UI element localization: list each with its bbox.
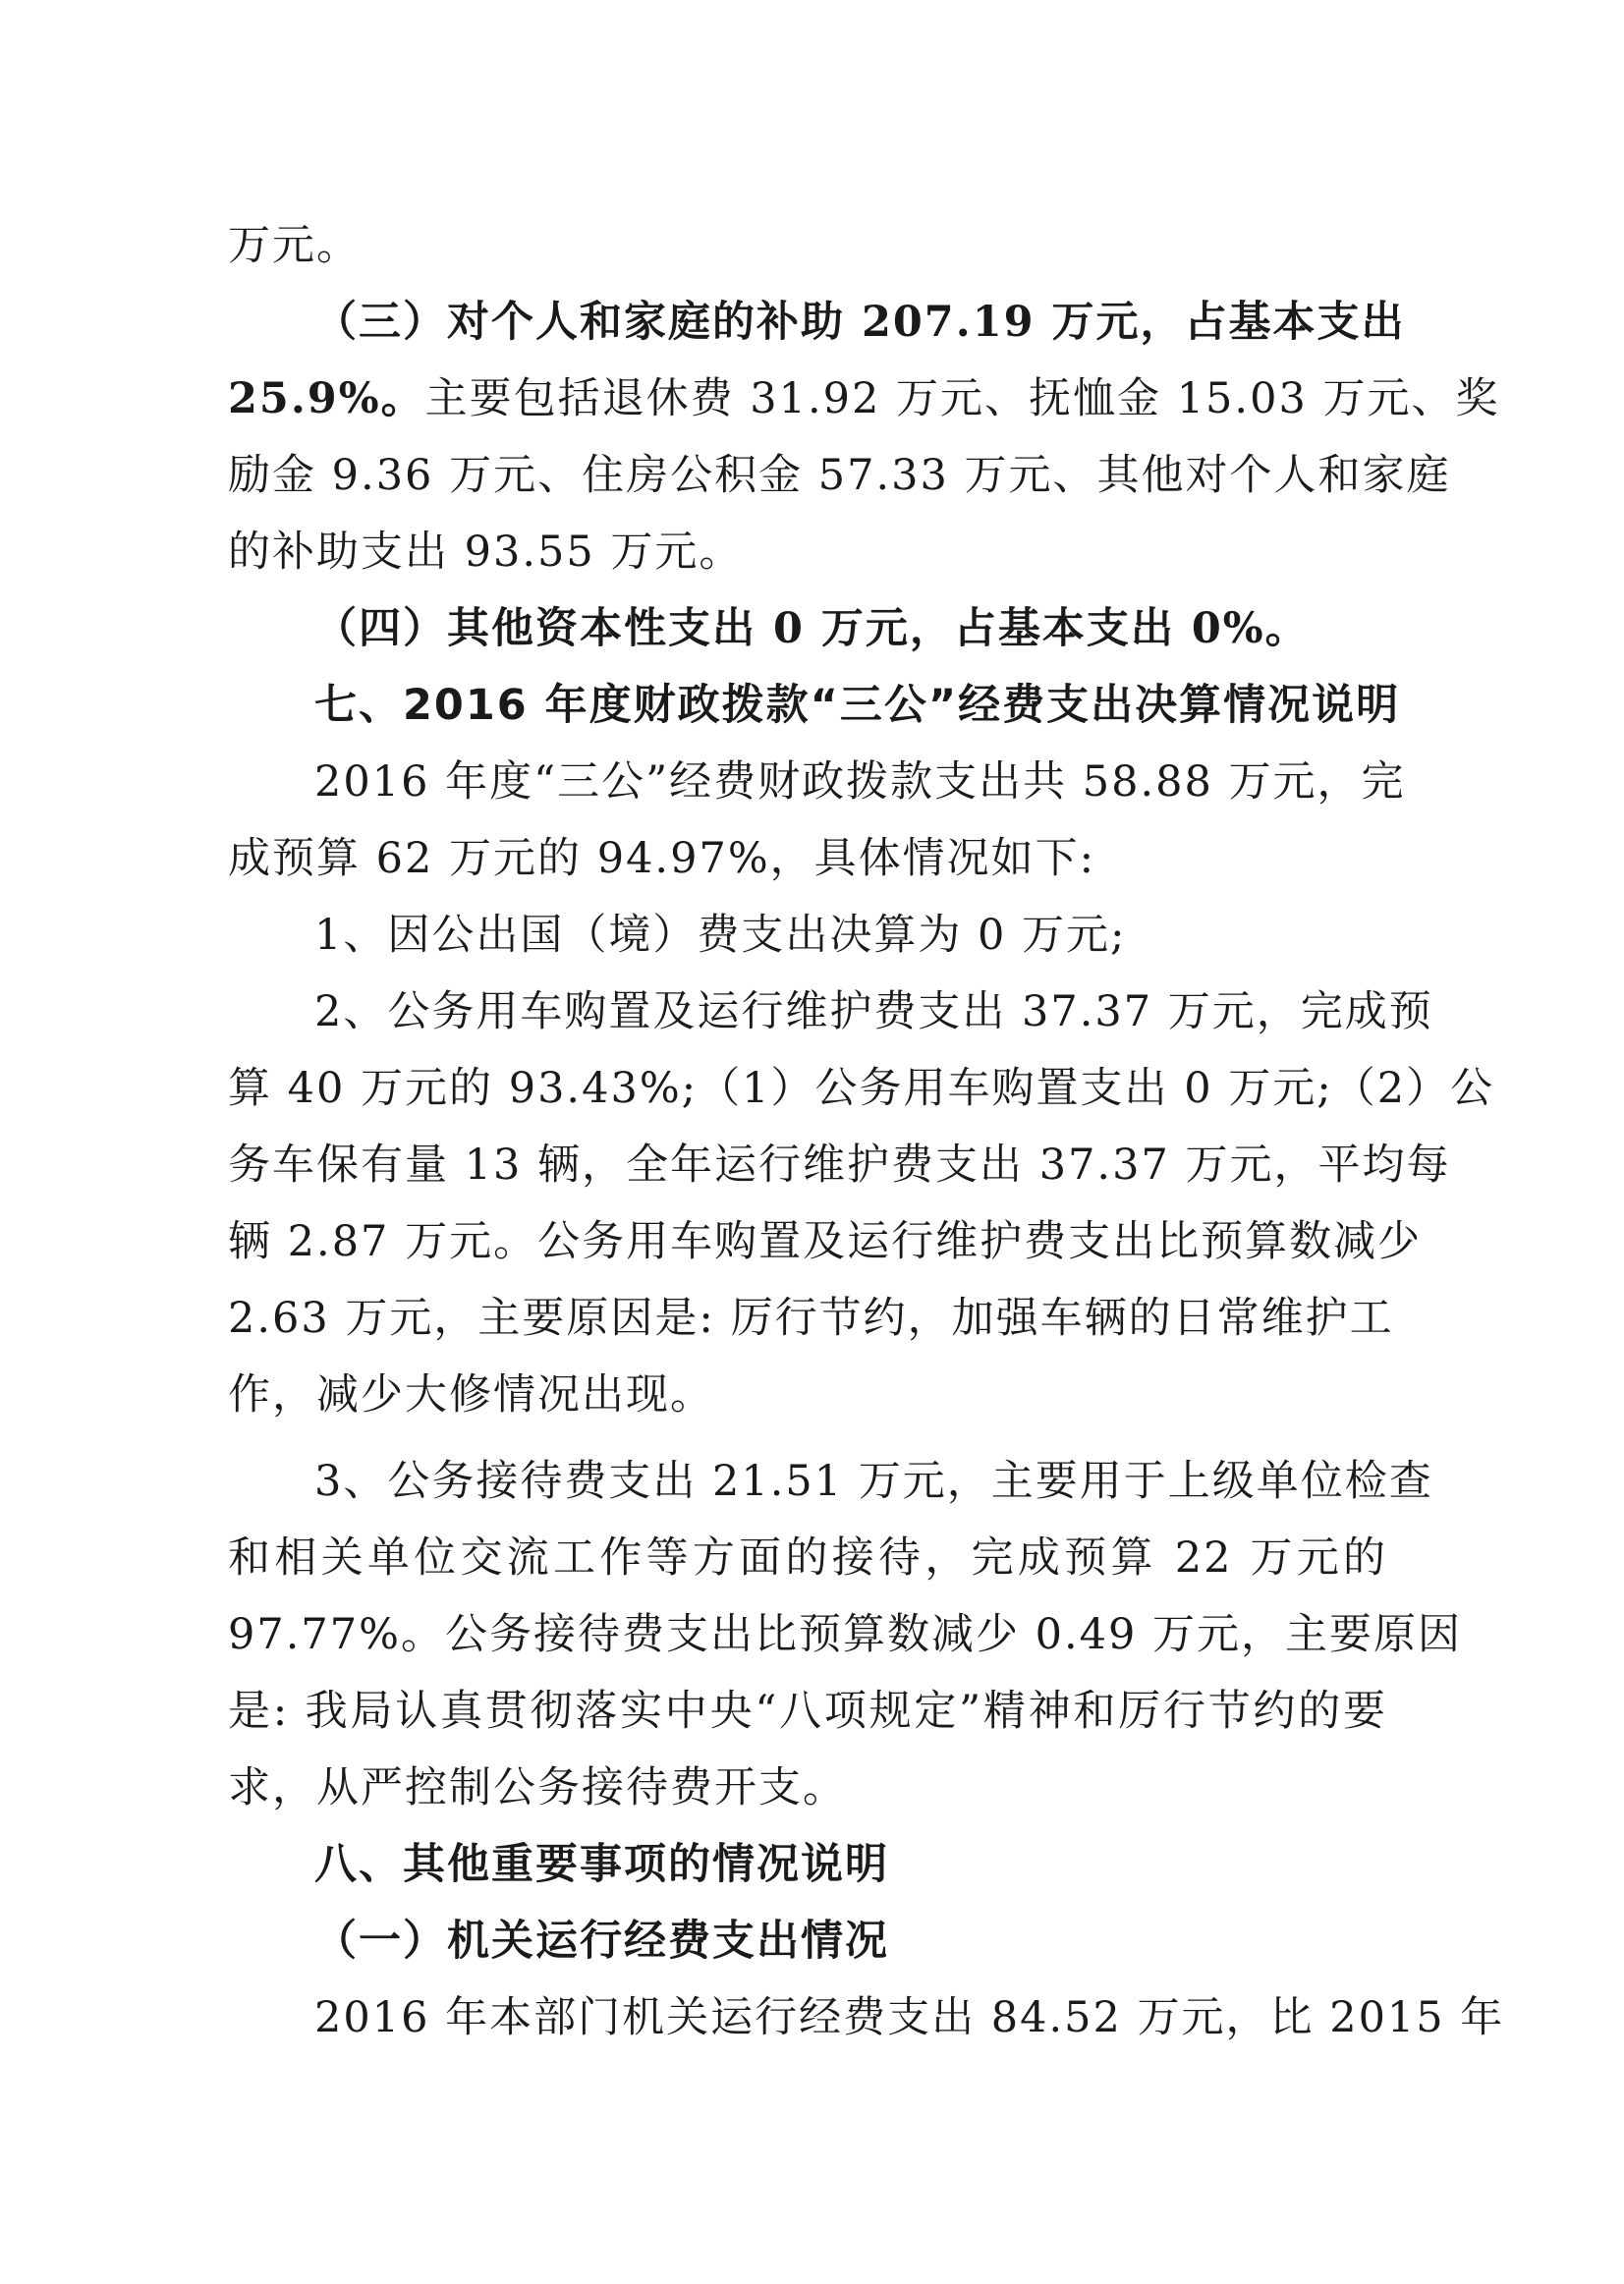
text-line: 算 40 万元的 93.43%;（1）公务用车购置支出 0 万元;（2）公 xyxy=(228,1064,1495,1113)
text-line: 务车保有量 13 辆，全年运行维护费支出 37.37 万元，平均每 xyxy=(228,1141,1451,1190)
section-heading: 七、2016 年度财政拨款“三公”经费支出决算情况说明 xyxy=(314,681,1401,730)
text-line: 的补助支出 93.55 万元。 xyxy=(228,528,744,577)
section-heading: 八、其他重要事项的情况说明 xyxy=(314,1840,889,1889)
subheading-line: （三）对个人和家庭的补助 207.19 万元，占基本支出 xyxy=(314,298,1406,347)
subheading-line: （四）其他资本性支出 0 万元，占基本支出 0%。 xyxy=(314,604,1310,653)
text-line: 辆 2.87 万元。公务用车购置及运行维护费支出比预算数减少 xyxy=(228,1217,1423,1266)
text-line: 1、因公出国（境）费支出决算为 0 万元; xyxy=(314,911,1127,960)
text-line: 25.9%。主要包括退休费 31.92 万元、抚恤金 15.03 万元、奖 xyxy=(228,374,1500,423)
text-line: 是: 我局认真贯彻落实中央“八项规定”精神和厉行节约的要 xyxy=(228,1687,1387,1736)
text-line: 和相关单位交流工作等方面的接待，完成预算 22 万元的 xyxy=(228,1533,1387,1583)
text-line: 2016 年度“三公”经费财政拨款支出共 58.88 万元，完 xyxy=(314,757,1406,807)
text-line: 成预算 62 万元的 94.97%，具体情况如下: xyxy=(228,834,1096,883)
text-line: 作，减少大修情况出现。 xyxy=(228,1370,714,1420)
subsection-heading: （一）机关运行经费支出情况 xyxy=(314,1917,889,1966)
text-line-bold-start: 25.9%。 xyxy=(228,374,425,423)
text-line: 励金 9.36 万元、住房公积金 57.33 万元、其他对个人和家庭 xyxy=(228,451,1451,500)
text-line: 2、公务用车购置及运行维护费支出 37.37 万元，完成预 xyxy=(314,987,1433,1036)
text-line: 2016 年本部门机关运行经费支出 84.52 万元，比 2015 年 xyxy=(314,1993,1505,2042)
text-line: 97.77%。公务接待费支出比预算数减少 0.49 万元，主要原因 xyxy=(228,1610,1463,1659)
text-line: 3、公务接待费支出 21.51 万元，主要用于上级单位检查 xyxy=(314,1457,1433,1506)
text-line: 2.63 万元，主要原因是: 厉行节约，加强车辆的日常维护工 xyxy=(228,1294,1394,1343)
text-line: 万元。 xyxy=(228,221,361,270)
text-line: 求，从严控制公务接待费开支。 xyxy=(228,1763,847,1812)
